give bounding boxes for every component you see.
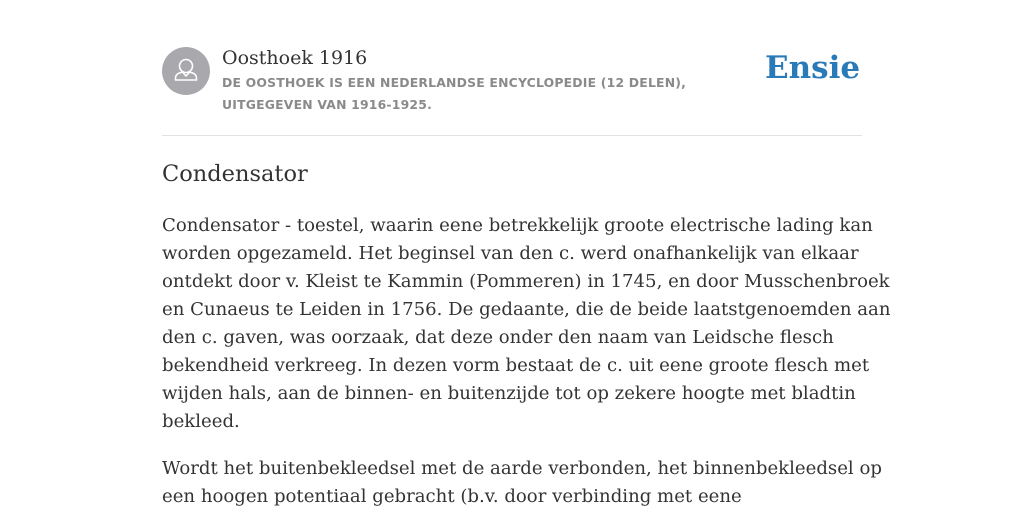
- paragraph-line: worden opgezameld. Het beginsel van den c. werd onafhankelijk van elkaar: [162, 243, 859, 264]
- paragraph-line: bekleed.: [162, 411, 240, 432]
- article-title: Condensator: [162, 161, 308, 187]
- paragraph-line: den c. gaven, was oorzaak, dat deze onder den naam van Leidsche flesch: [162, 327, 834, 348]
- ensie-logo[interactable]: Ensie: [765, 50, 861, 86]
- paragraph-line: bekendheid verkreeg. In dezen vorm bestaat de c. uit eene groote flesch met: [162, 355, 870, 376]
- paragraph-line: Wordt het buitenbekleedsel met de aarde verbonden, het binnenbekleedsel op: [162, 458, 882, 479]
- source-description: DE OOSTHOEK IS EEN NEDERLANDSE ENCYCLOPEDIE (12 DELEN), UITGEGEVEN VAN 1916-1925.: [222, 75, 687, 112]
- header-divider: [162, 135, 862, 136]
- paragraph-line: Condensator - toestel, waarin eene betrekkelijk groote electrische lading kan: [162, 215, 873, 236]
- article-paragraph: [162, 212, 891, 436]
- paragraph-line: en Cunaeus te Leiden in 1756. De gedaante, die de beide laatstgenoemden aan: [162, 299, 891, 320]
- paragraph-line: ontdekt door v. Kleist te Kammin (Pommeren) in 1745, en door Musschenbroek: [162, 271, 890, 292]
- source-title[interactable]: Oosthoek 1916: [222, 47, 368, 69]
- article-paragraph: [162, 455, 882, 511]
- source-header: [162, 46, 862, 116]
- user-icon[interactable]: [162, 47, 210, 95]
- paragraph-line: een hoogen potentiaal gebracht (b.v. door verbinding met eene: [162, 486, 742, 507]
- paragraph-line: wijden hals, aan de binnen- en buitenzijde tot op zekere hoogte met bladtin: [162, 383, 856, 404]
